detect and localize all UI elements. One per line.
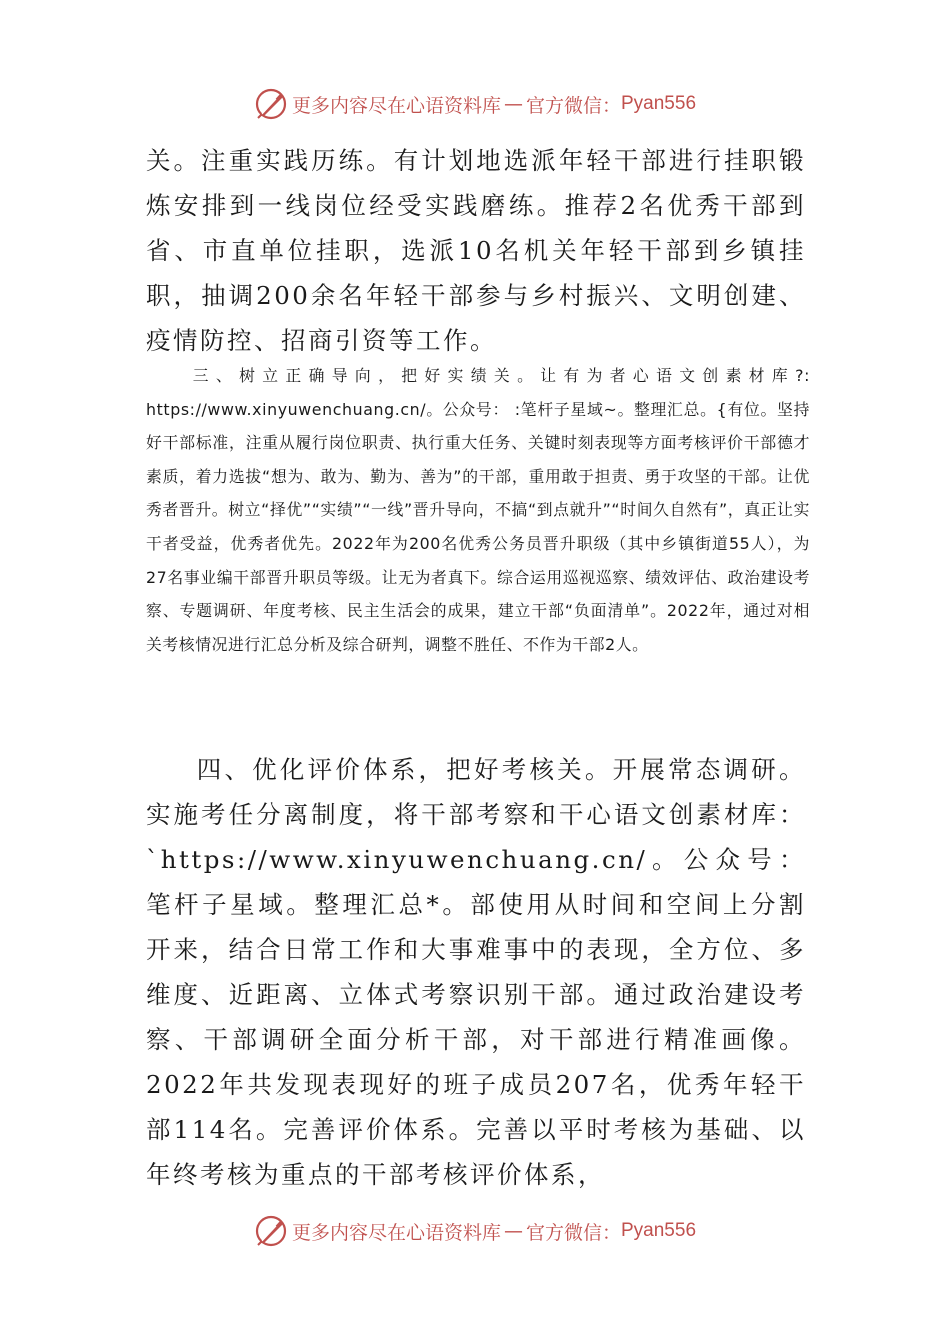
paragraph-section-four: [146, 747, 806, 1197]
banner-dash: —: [503, 1220, 523, 1242]
banner-wechat-id: Pyan556: [621, 93, 697, 114]
section-three-text: 三、树立正确导向，把好实绩关。让有为者心语文创素材库?: https://www.xinyuwenchuang.cn/。公众号： :笔杆子星域~。整理汇总。{有位。坚持好干部标准，注重从履行岗位职责、执行重大任务、关键时刻表现等方面考核评价干部德才素质，着力选拔“想为、敢为、勤为、善为”的干部，重用敢于担责、勇于攻坚的干部。让优秀者晋升。树立“择优”“实绩”“一线”晋升导向，不搞“到点就升”“时间久自然有”，真正让实干者受益，优秀者优先。2022年为200名优秀公务员晋升职级（其中乡镇街道55人），为27名事业编干部晋升职员等级。让无为者真下。综合运用巡视巡察、绩效评估、政治建设考察、专题调研、年度考核、民主生活会的成果，建立干部“负面清单”。2022年，通过对相关考核情况进行汇总分析及综合研判，调整不胜任、不作为干部2人。: [146, 366, 810, 654]
paragraph-section-three: [146, 359, 810, 661]
header-banner: [0, 84, 950, 124]
banner-site-text: 更多内容尽在心语资料库: [291, 1221, 501, 1244]
banner-official-text: 官方微信：: [525, 94, 621, 117]
banner-site-text: 更多内容尽在心语资料库: [291, 94, 501, 117]
banner-wechat-id: Pyan556: [621, 1220, 697, 1241]
paragraph-practice-training: 关。注重实践历练。有计划地选派年轻干部进行挂职锻炼安排到一线岗位经受实践磨练。推荐2名优秀干部到省、市直单位挂职，选派10名机关年轻干部到乡镇挂职，抽调200余名年轻干部参与乡村振兴、文明创建、疫情防控、招商引资等工作。: [146, 146, 806, 355]
quill-logo-icon: [254, 1214, 288, 1248]
footer-banner: [0, 1211, 950, 1251]
quill-logo-icon: [254, 87, 288, 121]
section-four-text: 四、优化评价体系，把好考核关。开展常态调研。实施考任分离制度，将干部考察和干心语文创素材库：`https://www.xinyuwenchuang.cn/。公众号：笔杆子星域。整理汇总*。部使用从时间和空间上分割开来，结合日常工作和大事难事中的表现，全方位、多维度、近距离、立体式考察识别干部。通过政治建设考察、干部调研全面分析干部，对干部进行精准画像。2022年共发现表现好的班子成员207名，优秀年轻干部114名。完善评价体系。完善以平时考核为基础、以年终考核为重点的干部考核评价体系，: [146, 755, 806, 1189]
banner-official-text: 官方微信：: [525, 1221, 621, 1244]
banner-dash: —: [503, 93, 523, 115]
